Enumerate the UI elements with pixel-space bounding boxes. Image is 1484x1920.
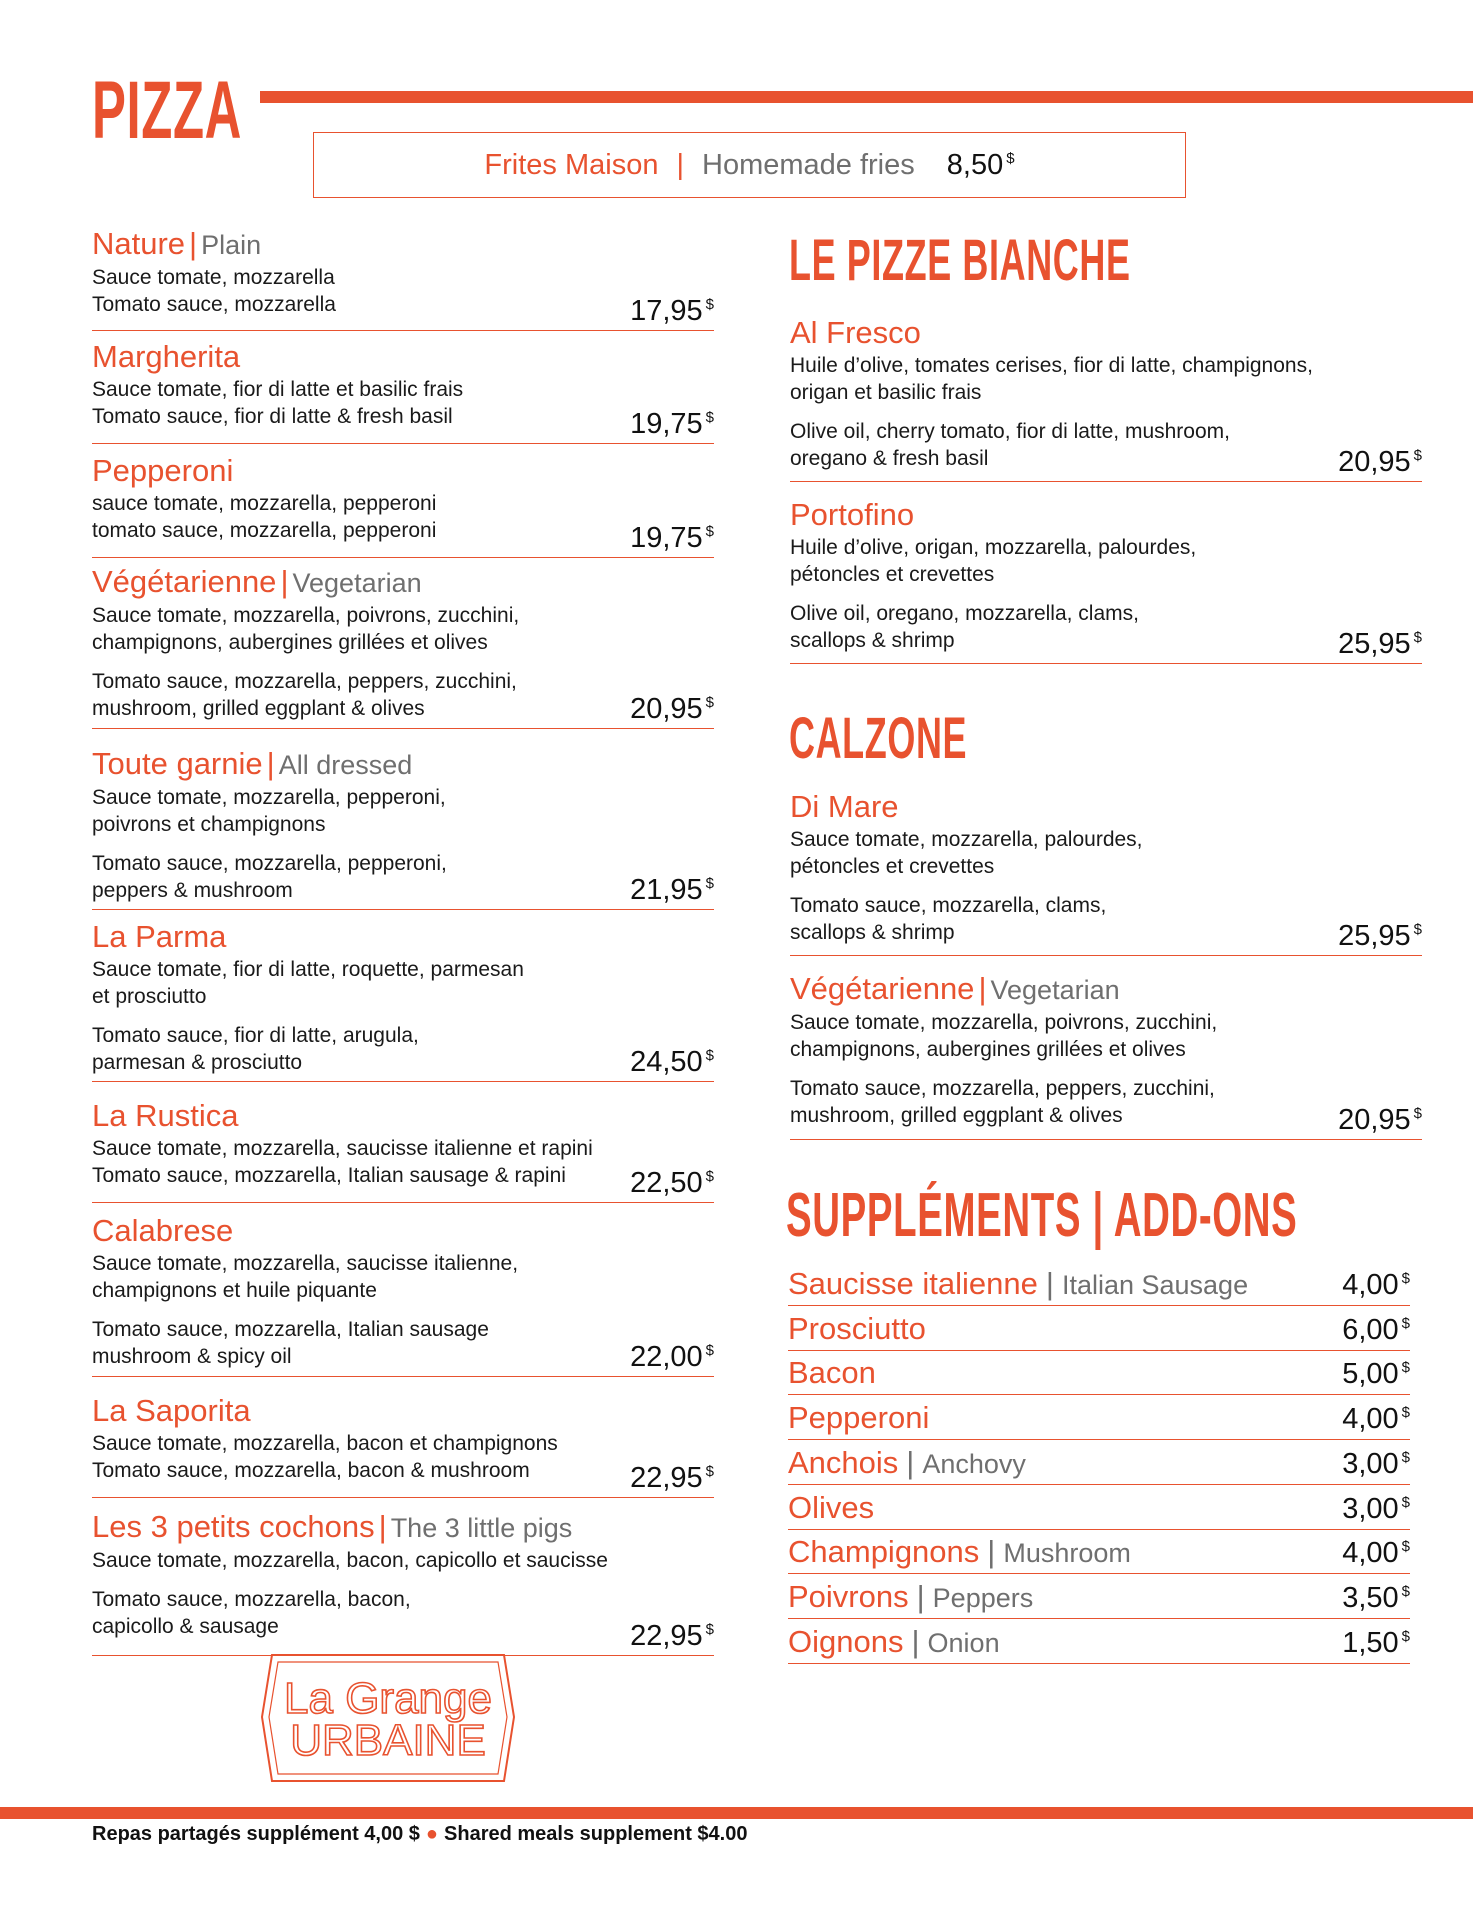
menu-item (92, 1097, 714, 1203)
price-value: 22,50 (630, 1167, 703, 1199)
item-english-name: Vegetarian (990, 975, 1120, 1005)
price-currency: $ (705, 1342, 714, 1359)
logo-line1: La Grange (284, 1674, 492, 1723)
price-currency: $ (705, 1621, 714, 1638)
item-price (630, 1341, 714, 1374)
price-currency: $ (1401, 1538, 1410, 1556)
item-description-fr: Sauce tomate, fior di latte et basilic frais (92, 378, 464, 401)
fries-price: 8,50 $ (946, 148, 1015, 181)
item-name: La Rustica (92, 1098, 239, 1133)
item-name: Les 3 petits cochons (92, 1509, 375, 1544)
price-value: 5,00 (1342, 1358, 1399, 1391)
item-name: La Saporita (92, 1393, 251, 1428)
price-currency: $ (705, 523, 714, 540)
addon-name: Poivrons (788, 1578, 909, 1614)
item-name-separator: | (266, 746, 275, 781)
item-description-en: peppers & mushroom (92, 879, 293, 902)
item-description-fr: pétoncles et crevettes (790, 855, 995, 878)
bottom-rule (0, 1807, 1473, 1819)
item-description-en: parmesan & prosciutto (92, 1051, 303, 1074)
price-value: 19,75 (630, 408, 703, 440)
item-price (630, 874, 714, 907)
addon-separator: | (906, 1444, 915, 1480)
price-value: 22,95 (630, 1462, 703, 1494)
addon-name-row (788, 1579, 1033, 1615)
addon-price (1342, 1537, 1410, 1570)
menu-item (92, 225, 714, 331)
addon-row (788, 1575, 1410, 1619)
addon-separator: | (911, 1623, 920, 1659)
item-name: Margherita (92, 339, 241, 374)
item-name: Calabrese (92, 1213, 234, 1248)
item-description-fr: Sauce tomate, mozzarella, palourdes, (790, 828, 1143, 851)
addon-price (1342, 1493, 1410, 1526)
price-value: 20,95 (1338, 1104, 1411, 1136)
price-value: 22,95 (630, 1620, 703, 1652)
menu-item (92, 745, 714, 910)
addon-name-row (788, 1311, 926, 1347)
addon-name-row (788, 1490, 874, 1526)
addon-name: Bacon (788, 1355, 876, 1391)
price-value: 19,75 (630, 522, 703, 554)
item-description-fr: champignons, aubergines grillées et olives (790, 1038, 1186, 1061)
menu-item (92, 1392, 714, 1498)
addon-name-row (788, 1534, 1131, 1570)
item-description-en: Tomato sauce, mozzarella, Italian sausage (92, 1318, 489, 1341)
price-currency: $ (705, 409, 714, 426)
item-description-en: Tomato sauce, mozzarella, peppers, zucchini, (790, 1077, 1215, 1100)
addon-separator: | (987, 1534, 996, 1570)
item-description-fr: Sauce tomate, mozzarella, poivrons, zucchini, (92, 604, 520, 627)
item-name: Végétarienne (790, 971, 975, 1006)
item-description-fr: poivrons et champignons (92, 813, 326, 836)
item-name-row (92, 452, 714, 490)
price-currency: $ (1401, 1270, 1410, 1287)
item-name-row (92, 745, 714, 784)
addon-row (788, 1396, 1410, 1440)
addon-price (1342, 1448, 1410, 1481)
price-currency: $ (705, 875, 714, 892)
price-currency: $ (1413, 629, 1422, 646)
addon-name-row (788, 1266, 1248, 1302)
item-price (630, 1167, 714, 1200)
item-name-row (790, 496, 1422, 534)
item-name-row (92, 1097, 714, 1135)
item-description-en: Tomato sauce, mozzarella, bacon, (92, 1588, 411, 1611)
price-currency: $ (1401, 1404, 1410, 1422)
addon-english-name: Peppers (932, 1582, 1034, 1613)
item-name: Di Mare (790, 789, 899, 824)
price-value: 3,50 (1342, 1581, 1399, 1614)
menu-item (92, 338, 714, 444)
item-description-fr: Huile d’olive, tomates cerises, fior di latte, champignons, (790, 354, 1313, 377)
la-grange-urbaine-logo (258, 1651, 518, 1785)
price-currency: $ (705, 296, 714, 313)
fries-english: Homemade fries (702, 148, 915, 181)
item-name-row (92, 563, 714, 602)
price-currency: $ (1401, 1359, 1410, 1377)
item-price (630, 1620, 714, 1653)
item-english-name: Plain (201, 230, 262, 260)
item-description-en: mushroom, grilled eggplant & olives (92, 697, 425, 720)
price-value: 25,95 (1338, 628, 1411, 660)
addon-english-name: Onion (927, 1627, 1000, 1658)
price-value: 17,95 (630, 295, 703, 327)
addon-row (788, 1307, 1410, 1351)
item-name: La Parma (92, 919, 227, 954)
addon-name: Olives (788, 1489, 875, 1525)
addon-english-name: Mushroom (1003, 1538, 1131, 1569)
addon-price (1342, 1582, 1410, 1615)
price-value: 24,50 (630, 1046, 703, 1078)
price-currency: $ (1413, 447, 1422, 464)
addon-separator: | (916, 1578, 925, 1614)
item-name-separator: | (978, 971, 987, 1006)
menu-item (790, 496, 1422, 664)
item-description-fr: sauce tomate, mozzarella, pepperoni (92, 492, 437, 515)
price-currency: $ (1401, 1314, 1410, 1332)
item-description-fr: Sauce tomate, mozzarella, saucisse italienne et rapini (92, 1137, 593, 1160)
item-description-en: Tomato sauce, fior di latte, arugula, (92, 1024, 419, 1047)
item-description-en: tomato sauce, mozzarella, pepperoni (92, 519, 437, 542)
item-name: Al Fresco (790, 315, 921, 350)
menu-item (92, 1508, 714, 1656)
calzone-title: CALZONE (789, 706, 968, 771)
price-currency: $ (1401, 1448, 1410, 1466)
item-description-en: scallops & shrimp (790, 921, 955, 944)
item-description-fr: et prosciutto (92, 985, 207, 1008)
price-currency: $ (1401, 1627, 1410, 1645)
item-description-fr: Sauce tomate, mozzarella, pepperoni, (92, 786, 446, 809)
item-name: Toute garnie (92, 746, 263, 781)
item-description-en: oregano & fresh basil (790, 447, 989, 470)
item-description-en: Tomato sauce, mozzarella, pepperoni, (92, 852, 447, 875)
bianche-title: LE PIZZE BIANCHE (789, 228, 1131, 293)
item-price (630, 1462, 714, 1495)
item-description-en: capicollo & sausage (92, 1615, 279, 1638)
item-name-separator: | (189, 226, 198, 261)
item-description-fr: Sauce tomate, mozzarella (92, 266, 335, 289)
addon-row (788, 1351, 1410, 1395)
price-value: 4,00 (1342, 1269, 1399, 1301)
item-price (630, 408, 714, 441)
top-rule (260, 91, 1473, 103)
price-currency: $ (1401, 1582, 1410, 1600)
item-price (630, 1046, 714, 1079)
addon-price (1342, 1403, 1410, 1436)
addon-name-row (788, 1400, 929, 1436)
price-value: 21,95 (630, 874, 703, 906)
item-name-row (92, 1212, 714, 1250)
item-description-en: mushroom, grilled eggplant & olives (790, 1104, 1123, 1127)
item-name-row (92, 338, 714, 376)
item-price (630, 693, 714, 726)
item-description-fr: champignons, aubergines grillées et olives (92, 631, 488, 654)
item-description-en: Tomato sauce, mozzarella, peppers, zucchini, (92, 670, 517, 693)
item-name-row (92, 1508, 714, 1547)
item-description-fr: Huile d’olive, origan, mozzarella, palourdes, (790, 536, 1197, 559)
item-english-name: The 3 little pigs (390, 1513, 573, 1543)
item-name: Portofino (790, 497, 915, 532)
addon-price (1342, 1269, 1410, 1302)
price-value: 3,00 (1342, 1447, 1399, 1480)
addon-row (788, 1262, 1410, 1306)
item-name-row (92, 225, 714, 264)
addon-row (788, 1486, 1410, 1530)
fries-box (313, 132, 1186, 198)
menu-item (92, 563, 714, 729)
addon-english-name: Anchovy (922, 1448, 1026, 1479)
price-currency: $ (705, 694, 714, 711)
addon-row (788, 1441, 1410, 1485)
addon-name: Pepperoni (788, 1400, 930, 1436)
footer-note (92, 1823, 747, 1846)
footer-fr: Repas partagés supplément 4,00 $ (92, 1823, 420, 1845)
menu-item (92, 452, 714, 558)
addon-name-row (788, 1355, 876, 1391)
item-description-fr: Sauce tomate, mozzarella, poivrons, zucchini, (790, 1011, 1218, 1034)
item-english-name: Vegetarian (292, 568, 422, 598)
item-description-en: scallops & shrimp (790, 629, 955, 652)
item-name: Pepperoni (92, 453, 234, 488)
addon-english-name: Italian Sausage (1061, 1270, 1249, 1300)
menu-item (790, 970, 1422, 1140)
addon-name: Prosciutto (788, 1310, 926, 1346)
item-description-fr: pétoncles et crevettes (790, 563, 995, 586)
item-name-row (92, 918, 714, 956)
price-value: 22,00 (630, 1341, 703, 1373)
item-english-name: All dressed (278, 750, 413, 780)
addon-name: Champignons (788, 1534, 980, 1570)
price-value: 25,95 (1338, 920, 1411, 952)
menu-item (790, 314, 1422, 482)
addon-name: Saucisse italienne (788, 1266, 1038, 1301)
item-description-fr: Sauce tomate, mozzarella, bacon et champignons (92, 1432, 558, 1455)
price-currency: $ (705, 1463, 714, 1480)
addon-separator: | (1045, 1266, 1054, 1301)
menu-item (92, 1212, 714, 1377)
menu-item (790, 788, 1422, 956)
item-description-fr: champignons et huile piquante (92, 1279, 377, 1302)
item-name: Nature (92, 226, 186, 261)
footer-dot: ● (425, 1823, 439, 1845)
item-price (630, 295, 714, 328)
item-name-row (790, 314, 1422, 352)
footer-en: Shared meals supplement $4.00 (444, 1823, 748, 1845)
item-description-fr: origan et basilic frais (790, 381, 982, 404)
addon-name: Anchois (788, 1444, 899, 1480)
menu-item (92, 918, 714, 1082)
addon-row (788, 1620, 1410, 1664)
price-value: 20,95 (1338, 446, 1411, 478)
price-value: 1,50 (1342, 1626, 1399, 1659)
price-value: 4,00 (1342, 1403, 1399, 1436)
item-price (1338, 446, 1422, 479)
item-description-en: Tomato sauce, mozzarella, clams, (790, 894, 1107, 917)
item-description-en: Olive oil, cherry tomato, fior di latte, mushroom, (790, 420, 1230, 443)
price-currency: $ (1401, 1493, 1410, 1511)
price-currency: $ (705, 1047, 714, 1064)
price-value: 3,00 (1342, 1492, 1399, 1525)
item-name-separator: | (378, 1509, 387, 1544)
item-name-row (790, 970, 1422, 1009)
price-currency: $ (705, 1168, 714, 1185)
item-price (1338, 1104, 1422, 1137)
item-price (1338, 628, 1422, 661)
price-currency: $ (1413, 921, 1422, 938)
item-description-en: Olive oil, oregano, mozzarella, clams, (790, 602, 1139, 625)
item-description-fr: Sauce tomate, fior di latte, roquette, parmesan (92, 958, 524, 981)
item-name-row (790, 788, 1422, 826)
item-price (630, 522, 714, 555)
price-value: 4,00 (1342, 1537, 1399, 1570)
price-value: 6,00 (1342, 1313, 1399, 1346)
item-name: Végétarienne (92, 564, 277, 599)
item-description-fr: Sauce tomate, mozzarella, bacon, capicollo et saucisse (92, 1549, 608, 1572)
fries-separator: | (676, 148, 685, 181)
addon-row (788, 1530, 1410, 1574)
logo-line2: URBAINE (290, 1716, 486, 1765)
item-description-en: Tomato sauce, mozzarella, Italian sausage & rapini (92, 1164, 566, 1187)
price-currency: $ (1413, 1105, 1422, 1122)
fries-name: Frites Maison (484, 148, 659, 181)
addon-price (1342, 1358, 1410, 1391)
addon-name: Oignons (788, 1623, 904, 1659)
addons-title: SUPPLÉMENTS | ADD-ONS (786, 1181, 1298, 1250)
addon-name-row (788, 1624, 1000, 1660)
item-description-en: Tomato sauce, mozzarella (92, 293, 336, 316)
item-name-row (92, 1392, 714, 1430)
price-value: 20,95 (630, 693, 703, 725)
addon-price (1342, 1314, 1410, 1347)
item-name-separator: | (280, 564, 289, 599)
addon-name-row (788, 1445, 1026, 1481)
item-description-en: Tomato sauce, fior di latte & fresh basil (92, 405, 453, 428)
item-price (1338, 920, 1422, 953)
addon-price (1342, 1627, 1410, 1660)
item-description-fr: Sauce tomate, mozzarella, saucisse italienne, (92, 1252, 519, 1275)
item-description-en: mushroom & spicy oil (92, 1345, 292, 1368)
item-description-en: Tomato sauce, mozzarella, bacon & mushroom (92, 1459, 530, 1482)
pizza-title: PIZZA (92, 65, 242, 156)
